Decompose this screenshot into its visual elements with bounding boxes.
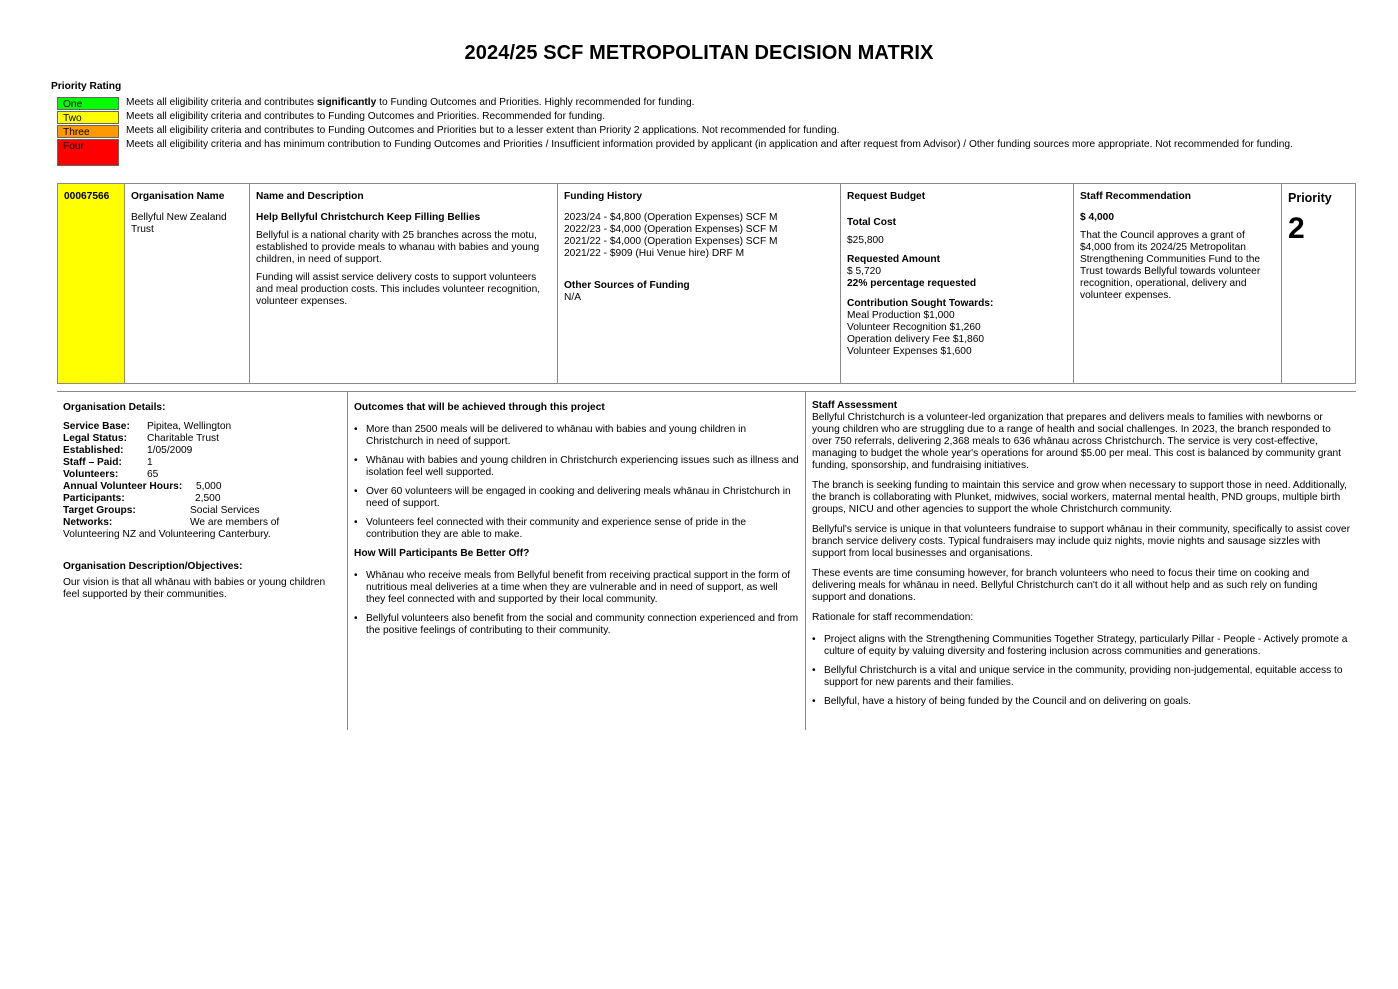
priority-description-one: Meets all eligibility criteria and contributes significantly to Funding Outcomes and Priorities. Highly recommended for funding. [126,97,695,108]
detail-networks [63,517,341,529]
detail-value: 65 [147,469,159,480]
description-cell [250,184,558,383]
staff-recommendation-text: That the Council approves a grant of $4,000 from its 2024/25 Metropolitan Strengthening Communities Fund to the Trust towards Bellyful towards volunteer recognition, operational, delivery and volunteer expenses. [1080,230,1261,301]
outcomes-column [348,392,806,730]
assessment-paragraph: The branch is seeking funding to maintain this service and grow when necessary to support those in need. Additionally, the branch is collaborating with Plunket, midwives, social workers, maternal mental health, PND groups, multiple birth groups, NICU and other agencies to support the whole Christchurch community. [812,480,1347,515]
better-off-heading: How Will Participants Be Better Off? [354,548,530,559]
priority-swatch-two: Two [57,111,119,124]
organisation-details-column [57,392,348,730]
detail-networks-continued: Volunteering NZ and Volunteering Canterbury. [63,529,271,540]
priority-level-one [57,97,1317,110]
staff-recommended-amount: $ 4,000 [1080,212,1114,223]
priority-swatch-one: One [57,97,119,110]
detail-participants [63,493,341,505]
detail-label: Staff – Paid: [63,457,122,468]
detail-value: 1/05/2009 [147,445,193,456]
better-off-list [354,570,799,637]
detail-value: 2,500 [195,493,221,504]
detail-label: Established: [63,445,124,456]
organisation-name-cell [125,184,250,383]
rationale-list [812,634,1350,708]
list-item: • Bellyful volunteers also benefit from the social and community connection experienced and from the positive feelings of contributing to their community. [366,613,799,637]
list-item: • Bellyful Christchurch is a vital and unique service in the community, providing non-judgemental, equitable access to support for new parents and their families. [824,665,1350,689]
priority-cell [1282,184,1355,383]
outcomes-heading: Outcomes that will be achieved through this project [354,402,605,413]
staff-recommendation-header: Staff Recommendation [1080,191,1191,202]
description-paragraph: Funding will assist service delivery costs to support volunteers and meal production costs. This includes volunteer recognition, volunteer expenses. [256,272,541,307]
list-item: • Over 60 volunteers will be engaged in cooking and delivering meals whānau in Christchurch in need of support. [366,486,799,510]
page-title: 2024/25 SCF METROPOLITAN DECISION MATRIX [464,42,934,64]
list-item: • Project aligns with the Strengthening Communities Together Strategy, particularly Pillar - People - Actively promote a culture of equity by valuing diversity and fostering inclusion across communities and generations. [824,634,1350,658]
priority-description-three: Meets all eligibility criteria and contributes to Funding Outcomes and Priorities but to a lesser extent than Priority 2 applications. Not recommended for funding. [126,125,840,136]
request-budget-header: Request Budget [847,191,926,202]
percentage-requested: 22% percentage requested [847,278,977,289]
priority-description-four: Meets all eligibility criteria and has minimum contribution to Funding Outcomes and Priorities / Insufficient information provided by applicant (in application and after request from Advisor) / Other funding sources more appropriate. Not recommended for funding. [126,139,1293,150]
description-paragraph: Bellyful is a national charity with 25 branches across the motu, established to provide meals to whanau with babies and young children, in need of support. [256,230,540,265]
organisation-name: Bellyful New Zealand Trust [131,212,227,235]
list-item: • More than 2500 meals will be delivered to whānau with babies and young children in Christchurch in need of support. [366,424,799,448]
priority-legend [57,97,1317,167]
list-item: • Bellyful, have a history of being funded by the Council and on delivering on goals. [824,696,1350,708]
detail-value: Social Services [190,505,260,516]
detail-label: Legal Status: [63,433,127,444]
funding-history-item: 2021/22 - $4,000 (Operation Expenses) SCF M [564,236,778,247]
priority-swatch-three: Three [57,125,119,138]
funding-history-cell [558,184,841,383]
detail-value: We are members of [190,517,280,528]
staff-assessment-column [806,392,1356,730]
detail-target-groups [63,505,341,517]
other-sources-header: Other Sources of Funding [564,280,690,291]
detail-staff-paid [63,457,341,469]
outcomes-list [354,424,799,541]
priority-header: Priority [1288,191,1332,205]
detail-label: Target Groups: [63,505,136,516]
request-budget-cell [841,184,1074,383]
funding-history-item: 2021/22 - $909 (Hui Venue hire) DRF M [564,248,745,259]
detail-legal-status [63,433,341,445]
priority-level-two [57,111,1317,124]
organisation-description-heading: Organisation Description/Objectives: [63,561,243,572]
priority-level-three [57,125,1317,138]
contribution-item: Volunteer Expenses $1,600 [847,346,972,357]
priority-level-four [57,139,1317,166]
requested-amount-value: $ 5,720 [847,266,881,277]
application-summary-table [57,183,1356,384]
detail-established [63,445,341,457]
staff-assessment-heading: Staff Assessment [812,400,898,411]
contribution-item: Volunteer Recognition $1,260 [847,322,981,333]
detail-label: Participants: [63,493,125,504]
detail-volunteer-hours [63,481,341,493]
assessment-paragraph: These events are time consuming however, for branch volunteers who need to focus their time on cooking and delivering meals for whānau in need. Bellyful Christchurch can't do it all without help and as such rely on funding support and donations. [812,568,1318,603]
assessment-paragraph: Bellyful Christchurch is a volunteer-led organization that prepares and delivers meals to families with newborns or young children who are struggling due to a range of health and social challenges. In 2023, the branch responded to over 750 referrals, delivering 2,368 meals to 636 whānau across Christchurch. The service is very cost-effective, managing to budget the whole year's operations for around $5.00 per meal. This cost is balanced by community grant funding, sponsorship, and fundraising initiatives. [812,412,1341,471]
organisation-description-text: Our vision is that all whānau with babies or young children feel supported by their communities. [63,577,326,600]
list-item: • Whānau who receive meals from Bellyful benefit from receiving practical support in the form of nutritious meal deliveries at a time when they are vulnerable and in need of support, as well they feel connected with and supported by their local community. [366,570,799,606]
assessment-paragraph: Bellyful's service is unique in that volunteers fundraise to support whānau in their community, specifically to assist cover branch service delivery costs. Typical fundraisers may include quiz nights, movie nights and sausage sizzles with support from local businesses and organisations. [812,524,1350,559]
contribution-item: Operation delivery Fee $1,860 [847,334,985,345]
list-item: • Volunteers feel connected with their community and experience sense of pride in the contribution they are able to make. [366,517,799,541]
funding-history-item: 2022/23 - $4,000 (Operation Expenses) SCF M [564,224,778,235]
detail-value: 1 [147,457,153,468]
detail-value: Pipitea, Wellington [147,421,232,432]
detail-label: Networks: [63,517,113,528]
description-header: Name and Description [256,191,364,202]
total-cost-value: $25,800 [847,235,884,246]
total-cost-label: Total Cost [847,217,897,228]
detail-volunteers [63,469,341,481]
organisation-name-header: Organisation Name [131,191,225,202]
detail-label: Service Base: [63,421,130,432]
requested-amount-label: Requested Amount [847,254,941,265]
priority-value: 2 [1288,212,1305,245]
contribution-label: Contribution Sought Towards: [847,298,994,309]
organisation-details-heading: Organisation Details: [63,402,166,413]
detail-value: 5,000 [196,481,222,492]
project-name: Help Bellyful Christchurch Keep Filling Bellies [256,212,481,223]
funding-history-header: Funding History [564,191,643,202]
staff-recommendation-cell [1074,184,1282,383]
priority-rating-heading: Priority Rating [51,81,122,92]
contribution-item: Meal Production $1,000 [847,310,955,321]
funding-history-item: 2023/24 - $4,800 (Operation Expenses) SCF M [564,212,778,223]
detail-label: Volunteers: [63,469,119,480]
application-id: 00067566 [64,191,110,202]
rationale-heading: Rationale for staff recommendation: [812,612,974,623]
application-id-cell [58,184,125,383]
priority-description-two: Meets all eligibility criteria and contributes to Funding Outcomes and Priorities. Recommended for funding. [126,111,606,122]
priority-swatch-four: Four [57,139,119,166]
list-item: • Whānau with babies and young children in Christchurch experiencing issues such as illness and isolation feel well supported. [366,455,799,479]
detail-label: Annual Volunteer Hours: [63,481,183,492]
other-sources-value: N/A [564,292,581,303]
detail-value: Charitable Trust [147,433,219,444]
detail-service-base [63,421,341,433]
details-section [57,391,1356,730]
